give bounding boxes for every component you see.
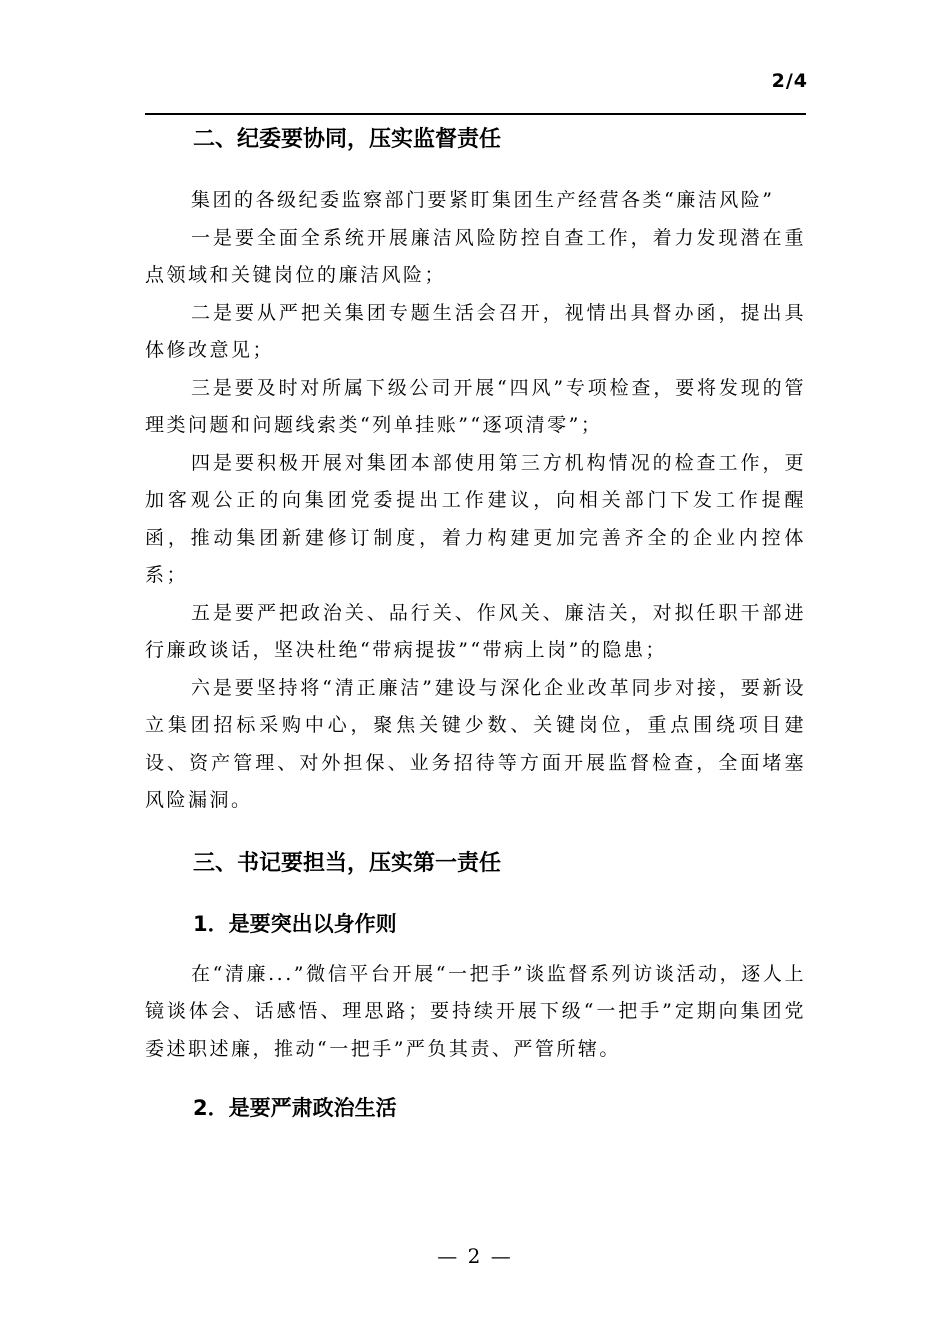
- subsection-heading-political-life: 2．是要严肃政治生活: [193, 1096, 397, 1120]
- document-body: [145, 120, 806, 1128]
- header-rule: [145, 113, 806, 115]
- page-number-footer: — 2 —: [437, 1244, 513, 1268]
- paragraph: 二是要从严把关集团专题生活会召开，视情出具督办函，提出具体修改意见；: [145, 301, 806, 361]
- paragraph: 三是要及时对所属下级公司开展“四风”专项检查，要将发现的管理类问题和问题线索类“列单挂账”“逐项清零”；: [145, 376, 806, 436]
- paragraph: 五是要严把政治关、品行关、作风关、廉洁关，对拟任职干部进行廉政谈话，坚决杜绝“带病提拔”“带病上岗”的隐患；: [145, 601, 806, 661]
- paragraph: 一是要全面全系统开展廉洁风险防控自查工作，着力发现潜在重点领域和关键岗位的廉洁风险；: [145, 226, 806, 286]
- page-counter: 2/4: [771, 70, 808, 92]
- paragraph: 在“清廉...”微信平台开展“一把手”谈监督系列访谈活动，逐人上镜谈体会、话感悟、理思路；要持续开展下级“一把手”定期向集团党委述职述廉，推动“一把手”严负其责、严管所辖。: [145, 962, 806, 1060]
- paragraph: 四是要积极开展对集团本部使用第三方机构情况的检查工作，更加客观公正的向集团党委提出工作建议，向相关部门下发工作提醒函，推动集团新建修订制度，着力构建更加完善齐全的企业内控体系；: [145, 451, 806, 586]
- section-heading-secretary: 三、书记要担当，压实第一责任: [193, 850, 502, 876]
- paragraph: 六是要坚持将“清正廉洁”建设与深化企业改革同步对接，要新设立集团招标采购中心，聚焦关键少数、关键岗位，重点围绕项目建设、资产管理、对外担保、业务招待等方面开展监督检查，全面堵塞风险漏洞。: [145, 676, 806, 811]
- section-heading-discipline: 二、纪委要协同，压实监督责任: [193, 127, 502, 152]
- subsection-heading-lead-by-example: 1．是要突出以身作则: [193, 911, 397, 936]
- paragraph: 集团的各级纪委监察部门要紧盯集团生产经营各类“廉洁风险”: [191, 189, 775, 211]
